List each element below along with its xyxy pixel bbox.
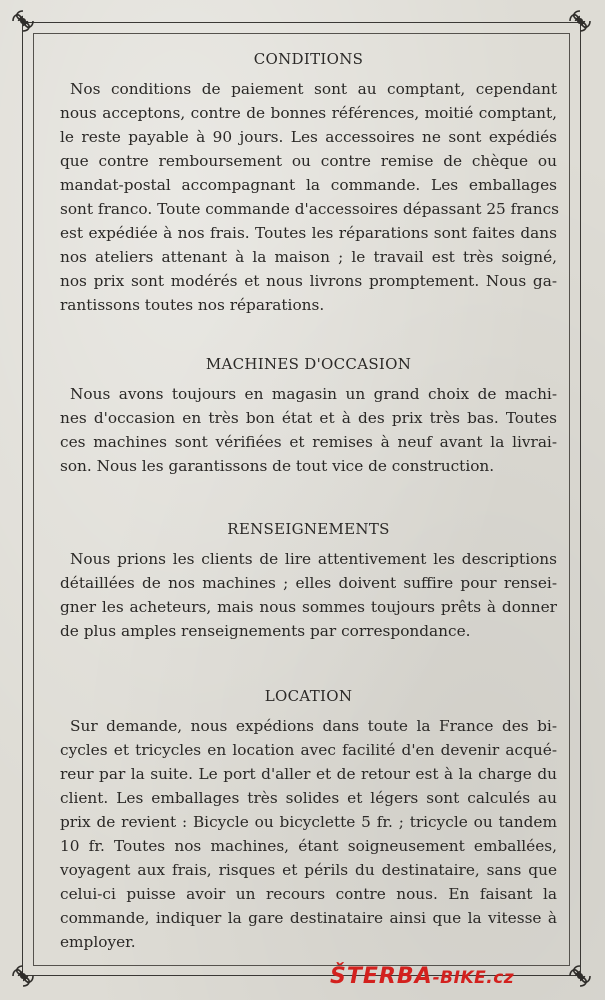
paragraph bbox=[60, 547, 557, 643]
paragraph bbox=[60, 77, 560, 317]
watermark-suffix: -BIKE.cz bbox=[432, 968, 515, 988]
text-line: reur par la suite. Le port d'aller et de retour est à la charge du bbox=[60, 765, 557, 783]
corner-ornament-icon bbox=[10, 8, 36, 34]
watermark-logo bbox=[330, 962, 600, 992]
text-line: son. Nous les garantissons de tout vice de construction. bbox=[60, 457, 495, 475]
text-line: sont franco. Toute commande d'accessoires dépassant 25 francs bbox=[60, 200, 560, 218]
section-renseignements bbox=[60, 520, 557, 643]
text-line: gner les acheteurs, mais nous sommes toujours prêts à donner bbox=[60, 598, 557, 616]
text-line: nos ateliers attenant à la maison ; le travail est très soigné, bbox=[60, 248, 557, 266]
text-line: Nos conditions de paiement sont au comptant, cependant bbox=[70, 80, 557, 98]
paragraph bbox=[60, 382, 557, 478]
text-line: commande, indiquer la gare destinataire ainsi que la vitesse à bbox=[60, 909, 557, 927]
text-line: celui-ci puisse avoir un recours contre nous. En faisant la bbox=[60, 885, 557, 903]
section-title: LOCATION bbox=[264, 687, 353, 705]
corner-ornament-icon bbox=[10, 963, 36, 989]
section-title: MACHINES D'OCCASION bbox=[205, 355, 412, 373]
text-line: que contre remboursement ou contre remise de chèque ou bbox=[60, 152, 557, 170]
text-line: prix de revient : Bicycle ou bicyclette 5 fr. ; tricycle ou tandem bbox=[60, 813, 557, 831]
text-line: Nous prions les clients de lire attentivement les descriptions bbox=[70, 550, 557, 568]
text-line: est expédiée à nos frais. Toutes les réparations sont faites dans bbox=[60, 224, 557, 242]
document-body bbox=[60, 40, 560, 954]
watermark-brand: ŠTERBA bbox=[330, 964, 433, 989]
text-line: employer. bbox=[60, 933, 136, 951]
text-line: rantissons toutes nos réparations. bbox=[60, 296, 325, 314]
section-title: CONDITIONS bbox=[253, 50, 364, 68]
text-line: Sur demande, nous expédions dans toute la France des bi- bbox=[70, 717, 557, 735]
text-line: détaillées de nos machines ; elles doivent suffire pour rensei- bbox=[60, 574, 557, 592]
text-line: ces machines sont vérifiées et remises à neuf avant la livrai- bbox=[60, 433, 557, 451]
text-line: nos prix sont modérés et nous livrons promptement. Nous ga- bbox=[60, 272, 557, 290]
text-line: nes d'occasion en très bon état et à des prix très bas. Toutes bbox=[60, 409, 557, 427]
text-line: 10 fr. Toutes nos machines, étant soigneusement emballées, bbox=[60, 837, 557, 855]
section-location bbox=[60, 687, 557, 954]
corner-ornament-icon bbox=[567, 8, 593, 34]
text-line: voyagent aux frais, risques et périls du destinataire, sans que bbox=[60, 861, 557, 879]
text-line: nous acceptons, contre de bonnes références, moitié comptant, bbox=[60, 104, 557, 122]
text-line: de plus amples renseignements par correspondance. bbox=[60, 622, 471, 640]
text-line: Nous avons toujours en magasin un grand choix de machi- bbox=[70, 385, 557, 403]
section-title: RENSEIGNEMENTS bbox=[227, 520, 390, 538]
section-machines-d-occasion bbox=[60, 355, 557, 478]
text-line: le reste payable à 90 jours. Les accessoires ne sont expédiés bbox=[60, 128, 557, 146]
text-line: mandat-postal accompagnant la commande. Les emballages bbox=[60, 176, 557, 194]
text-line: cycles et tricycles en location avec facilité d'en devenir acqué- bbox=[60, 741, 557, 759]
section-conditions bbox=[60, 50, 560, 317]
paragraph bbox=[60, 714, 557, 954]
text-line: client. Les emballages très solides et légers sont calculés au bbox=[60, 789, 557, 807]
